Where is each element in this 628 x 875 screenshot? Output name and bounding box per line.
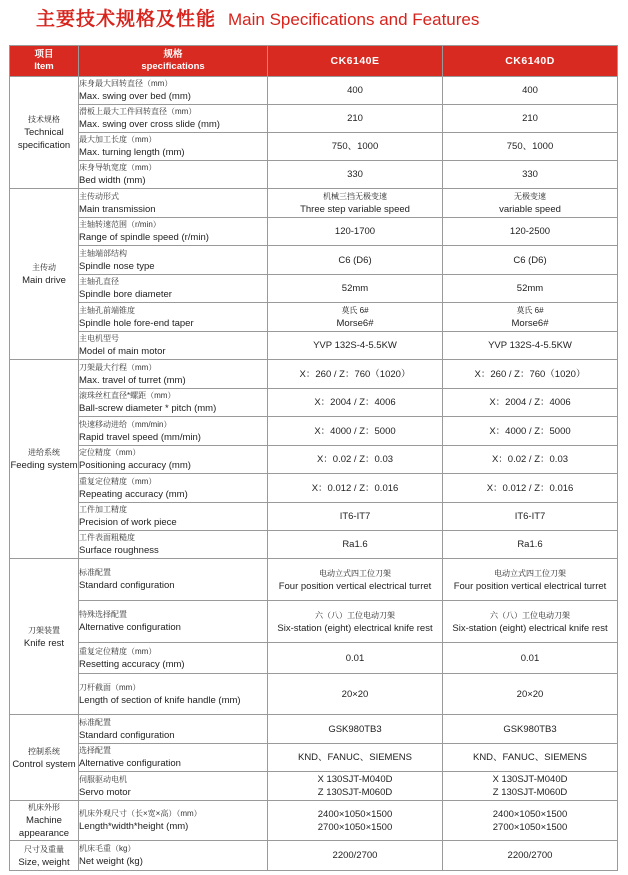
table-row: 工件表面粗糙度 Surface roughness Ra1.6 Ra1.6 bbox=[10, 531, 618, 559]
table-row: 特殊选择配置 Alternative configuration 六（八）工位电动刀架 Six-station (eight) electrical knife rest 六（八）工位电动刀架 Six-station (eight) electrical knife rest bbox=[10, 601, 618, 643]
header-spec: 规格 specifications bbox=[79, 46, 268, 77]
table-row: 工件加工精度 Precision of work piece IT6-IT7 IT6-IT7 bbox=[10, 503, 618, 531]
category-appearance: 机床外形 Machine appearance bbox=[10, 801, 79, 841]
category-size-weight: 尺寸及重量 Size, weight bbox=[10, 841, 79, 871]
table-row: 滑板上最大工件回转直径（mm） Max. swing over cross slide (mm) 210 210 bbox=[10, 105, 618, 133]
header-model-1: CK6140E bbox=[268, 46, 443, 77]
table-row: 伺服驱动电机 Servo motor X 130SJT-M040D Z 130SJT-M060D X 130SJT-M040D Z 130SJT-M060D bbox=[10, 772, 618, 801]
table-row: 最大加工长度（mm） Max. turning length (mm) 750、1000 750、1000 bbox=[10, 133, 618, 161]
category-control: 控制系统 Control system bbox=[10, 715, 79, 801]
table-header bbox=[10, 46, 618, 77]
table-row: 主轴转速范围（r/min） Range of spindle speed (r/min) 120-1700 120-2500 bbox=[10, 218, 618, 246]
table-row: 尺寸及重量 Size, weight 机床毛重（kg） Net weight (kg) 2200/2700 2200/2700 bbox=[10, 841, 618, 871]
table-row: 进给系统 Feeding system 刀架最大行程（mm） Max. travel of turret (mm) X：260 / Z：760（1020） X：260 / Z：760（1020） bbox=[10, 360, 618, 389]
table-row: 重复定位精度（mm） Repeating accuracy (mm) X：0.012 / Z：0.016 X：0.012 / Z：0.016 bbox=[10, 474, 618, 503]
page-title bbox=[36, 4, 479, 30]
table-row: 刀架装置 Knife rest 标准配置 Standard configuration 电动立式四工位刀架 Four position vertical electrical turret 电动立式四工位刀架 Four position vertical electrical turret bbox=[10, 559, 618, 601]
table-row: 机床外形 Machine appearance 机床外观尺寸（长×宽×高）（mm） Length*width*height (mm) 2400×1050×1500 2700×1050×1500 2400×1050×1500 2700×1050×1500 bbox=[10, 801, 618, 841]
category-technical: 技术规格 Technical specification bbox=[10, 77, 79, 189]
table-row: 主轴孔前端锥度 Spindle hole fore-end taper 莫氏 6# Morse6# 莫氏 6# Morse6# bbox=[10, 303, 618, 332]
table-row: 床身导轨宽度（mm） Bed width (mm) 330 330 bbox=[10, 161, 618, 189]
title-en: Main Specifications and Features bbox=[228, 10, 480, 29]
header-model-2: CK6140D bbox=[443, 46, 618, 77]
table-row: 快速移动进给（mm/min） Rapid travel speed (mm/min) X：4000 / Z：5000 X：4000 / Z：5000 bbox=[10, 417, 618, 446]
table-row: 选择配置 Alternative configuration KND、FANUC、SIEMENS KND、FANUC、SIEMENS bbox=[10, 744, 618, 772]
header-item: 项目 Item bbox=[10, 46, 79, 77]
table-row: 刀杆截面（mm） Length of section of knife handle (mm) 20×20 20×20 bbox=[10, 674, 618, 715]
category-knife-rest: 刀架装置 Knife rest bbox=[10, 559, 79, 715]
table-row: 技术规格 Technical specification 床身最大回转直径（mm） Max. swing over bed (mm) 400 400 bbox=[10, 77, 618, 105]
table-row: 主电机型号 Model of main motor YVP 132S-4-5.5KW YVP 132S-4-5.5KW bbox=[10, 332, 618, 360]
category-feeding: 进给系统 Feeding system bbox=[10, 360, 79, 559]
title-zh: 主要技术规格及性能 bbox=[36, 8, 217, 30]
table-row: 控制系统 Control system 标准配置 Standard configuration GSK980TB3 GSK980TB3 bbox=[10, 715, 618, 744]
table-row: 滚珠丝杠直径*螺距（mm） Ball-screw diameter * pitch (mm) X：2004 / Z：4006 X：2004 / Z：4006 bbox=[10, 389, 618, 417]
table-row: 主轴孔直径 Spindle bore diameter 52mm 52mm bbox=[10, 275, 618, 303]
table-row: 定位精度（mm） Positioning accuracy (mm) X：0.02 / Z：0.03 X：0.02 / Z：0.03 bbox=[10, 446, 618, 474]
table-row: 重复定位精度（mm） Resetting accuracy (mm) 0.01 0.01 bbox=[10, 643, 618, 674]
table-row: 主传动 Main drive 主传动形式 Main transmission 机械三挡无极变速 Three step variable speed 无极变速 variable speed bbox=[10, 189, 618, 218]
spec-table bbox=[9, 45, 618, 871]
table-row: 主轴端部结构 Spindle nose type C6 (D6) C6 (D6) bbox=[10, 246, 618, 275]
category-main-drive: 主传动 Main drive bbox=[10, 189, 79, 360]
